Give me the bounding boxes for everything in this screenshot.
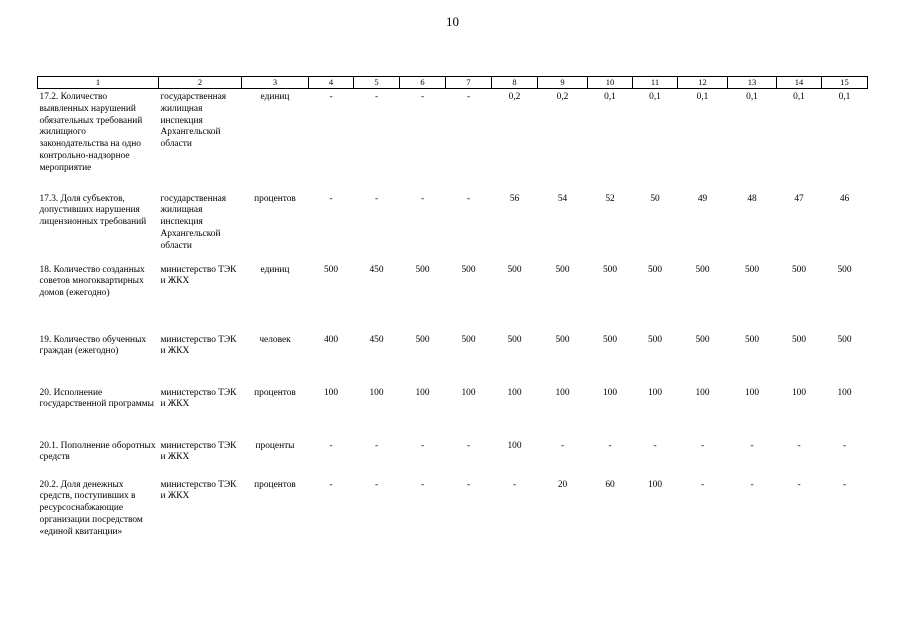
value-cell-col-7: - [466,440,471,451]
value-cell-col-6: 100 [415,387,430,398]
value-cell-col-14: 47 [794,193,804,204]
value-cell-col-9: 100 [555,387,570,398]
indicator-name-cell: 20.1. Пополнение оборотных средств [39,440,156,463]
header-cell-col-11: 11 [633,77,678,89]
value-cell-col-9: - [560,440,565,451]
value-cell-col-6: - [420,440,425,451]
indicator-name-cell: 18. Количество созданных советов многоквартирных домов (ежегодно) [39,264,145,299]
value-cell-col-13: 500 [744,334,760,345]
value-cell-col-13: 48 [747,193,757,204]
value-cell-col-8: 100 [507,440,522,451]
value-cell-col-9: 54 [557,193,568,204]
value-cell-col-11: 100 [647,387,663,398]
value-cell-col-5: - [374,92,379,102]
header-cell-col-12: 12 [678,77,728,89]
value-cell-col-6: - [420,92,425,102]
header-cell-col-2: 2 [159,77,242,89]
value-cell-col-12: - [700,479,705,490]
value-cell-col-6: - [420,193,425,204]
value-cell-col-8: 500 [507,334,522,345]
value-cell-col-6: 500 [415,334,430,345]
responsible-agency-cell: государственная жилищная инспекция Архангельской области [160,193,227,251]
value-cell-col-6: 500 [415,264,430,275]
table-row [38,332,868,385]
responsible-agency-cell: государственная жилищная инспекция Архангельской области [160,92,227,150]
value-cell-col-15: 500 [837,264,852,275]
value-cell-col-11: 0,1 [649,92,661,102]
value-cell-col-14: 500 [791,264,807,275]
value-cell-col-11: 50 [650,193,660,204]
value-cell-col-9: 0,2 [556,92,569,102]
value-cell-col-8: 56 [509,193,520,204]
value-cell-col-5: 450 [369,264,384,275]
value-cell-col-13: 0,1 [746,92,758,102]
responsible-agency-cell: министерство ТЭК и ЖКХ [160,440,237,463]
value-cell-col-10: 500 [602,334,618,345]
value-cell-col-12: - [700,440,705,451]
value-cell-col-14: - [797,440,801,451]
table-row [38,191,868,262]
value-cell-col-15: 100 [837,387,852,398]
header-cell-col-10: 10 [588,77,633,89]
value-cell-col-14: - [797,479,801,490]
responsible-agency-cell: министерство ТЭК и ЖКХ [160,334,237,357]
value-cell-col-14: 0,1 [793,92,805,102]
value-cell-col-15: 0,1 [838,92,851,102]
value-cell-col-7: - [466,479,471,490]
table-body [38,89,868,557]
value-cell-col-5: 100 [369,387,384,398]
value-cell-col-8: 500 [507,264,522,275]
value-cell-col-14: 500 [791,334,807,345]
indicator-name-cell: 20.2. Доля денежных средств, поступивших в ресурсоснабжающие организации посредством «единой квитанции» [39,479,143,537]
table-row [38,438,868,477]
table-row [38,477,868,557]
unit-cell: процентов [254,479,296,490]
value-cell-col-6: - [420,479,425,490]
table-row [38,385,868,438]
indicators-table [37,76,868,557]
responsible-agency-cell: министерство ТЭК и ЖКХ [160,479,237,502]
value-cell-col-4: 400 [323,334,339,345]
page-number: 10 [446,14,459,29]
unit-cell: человек [259,334,291,345]
value-cell-col-10: 60 [605,479,615,490]
header-cell-col-13: 13 [728,77,777,89]
value-cell-col-5: - [374,193,379,204]
value-cell-col-7: 100 [461,387,476,398]
value-cell-col-4: - [329,193,333,204]
unit-cell: единиц [260,264,290,275]
value-cell-col-11: 500 [647,264,663,275]
unit-cell: проценты [255,440,295,451]
value-cell-col-13: - [750,479,754,490]
header-cell-col-5: 5 [354,77,400,89]
value-cell-col-15: - [842,479,847,490]
header-cell-col-8: 8 [492,77,538,89]
header-cell-col-7: 7 [446,77,492,89]
indicator-name-cell: 17.2. Количество выявленных нарушений обязательных требований жилищного законодательства на одно контрольно-надзорное мероприятие [39,92,143,173]
value-cell-col-13: 100 [744,387,760,398]
value-cell-col-12: 500 [695,264,710,275]
table-row [38,262,868,332]
value-cell-col-12: 0,1 [696,92,709,102]
value-cell-col-13: 500 [744,264,760,275]
table-row [38,89,868,191]
indicator-name-cell: 17.3. Доля субъектов, допустивших нарушения лицензионных требований [39,193,147,228]
indicator-name-cell: 20. Исполнение государственной программы [39,387,154,410]
value-cell-col-13: - [750,440,754,451]
value-cell-col-10: 52 [605,193,615,204]
value-cell-col-8: 100 [507,387,522,398]
value-cell-col-9: 20 [557,479,568,490]
unit-cell: процентов [254,193,296,204]
value-cell-col-4: - [329,440,333,451]
value-cell-col-4: - [329,479,333,490]
value-cell-col-10: 0,1 [604,92,616,102]
responsible-agency-cell: министерство ТЭК и ЖКХ [160,387,237,410]
value-cell-col-15: - [842,440,847,451]
header-cell-col-14: 14 [777,77,822,89]
value-cell-col-10: 500 [602,264,618,275]
value-cell-col-8: 0,2 [508,92,521,102]
value-cell-col-5: 450 [369,334,384,345]
value-cell-col-7: - [466,193,471,204]
unit-cell: процентов [254,387,296,398]
value-cell-col-5: - [374,479,379,490]
value-cell-col-12: 500 [695,334,710,345]
responsible-agency-cell: министерство ТЭК и ЖКХ [160,264,237,287]
value-cell-col-11: - [653,440,657,451]
header-cell-col-1: 1 [38,77,159,89]
header-cell-col-3: 3 [242,77,309,89]
header-cell-col-15: 15 [822,77,868,89]
value-cell-col-5: - [374,440,379,451]
value-cell-col-8: - [512,479,517,490]
value-cell-col-14: 100 [791,387,807,398]
unit-cell: единиц [260,92,290,102]
indicator-name-cell: 19. Количество обученных граждан (ежегодно) [39,334,147,357]
value-cell-col-7: 500 [461,334,476,345]
header-cell-col-4: 4 [309,77,354,89]
value-cell-col-4: 500 [323,264,339,275]
value-cell-col-12: 100 [695,387,710,398]
header-cell-col-9: 9 [538,77,588,89]
value-cell-col-11: 100 [647,479,663,490]
value-cell-col-11: 500 [647,334,663,345]
value-cell-col-10: - [608,440,612,451]
table-header [38,77,868,89]
value-cell-col-15: 46 [839,193,850,204]
value-cell-col-15: 500 [837,334,852,345]
value-cell-col-10: 100 [602,387,618,398]
value-cell-col-9: 500 [555,334,570,345]
value-cell-col-9: 500 [555,264,570,275]
value-cell-col-7: 500 [461,264,476,275]
value-cell-col-4: - [329,92,333,102]
value-cell-col-12: 49 [697,193,708,204]
value-cell-col-7: - [466,92,471,102]
value-cell-col-4: 100 [323,387,339,398]
header-cell-col-6: 6 [400,77,446,89]
header-row [38,77,868,89]
